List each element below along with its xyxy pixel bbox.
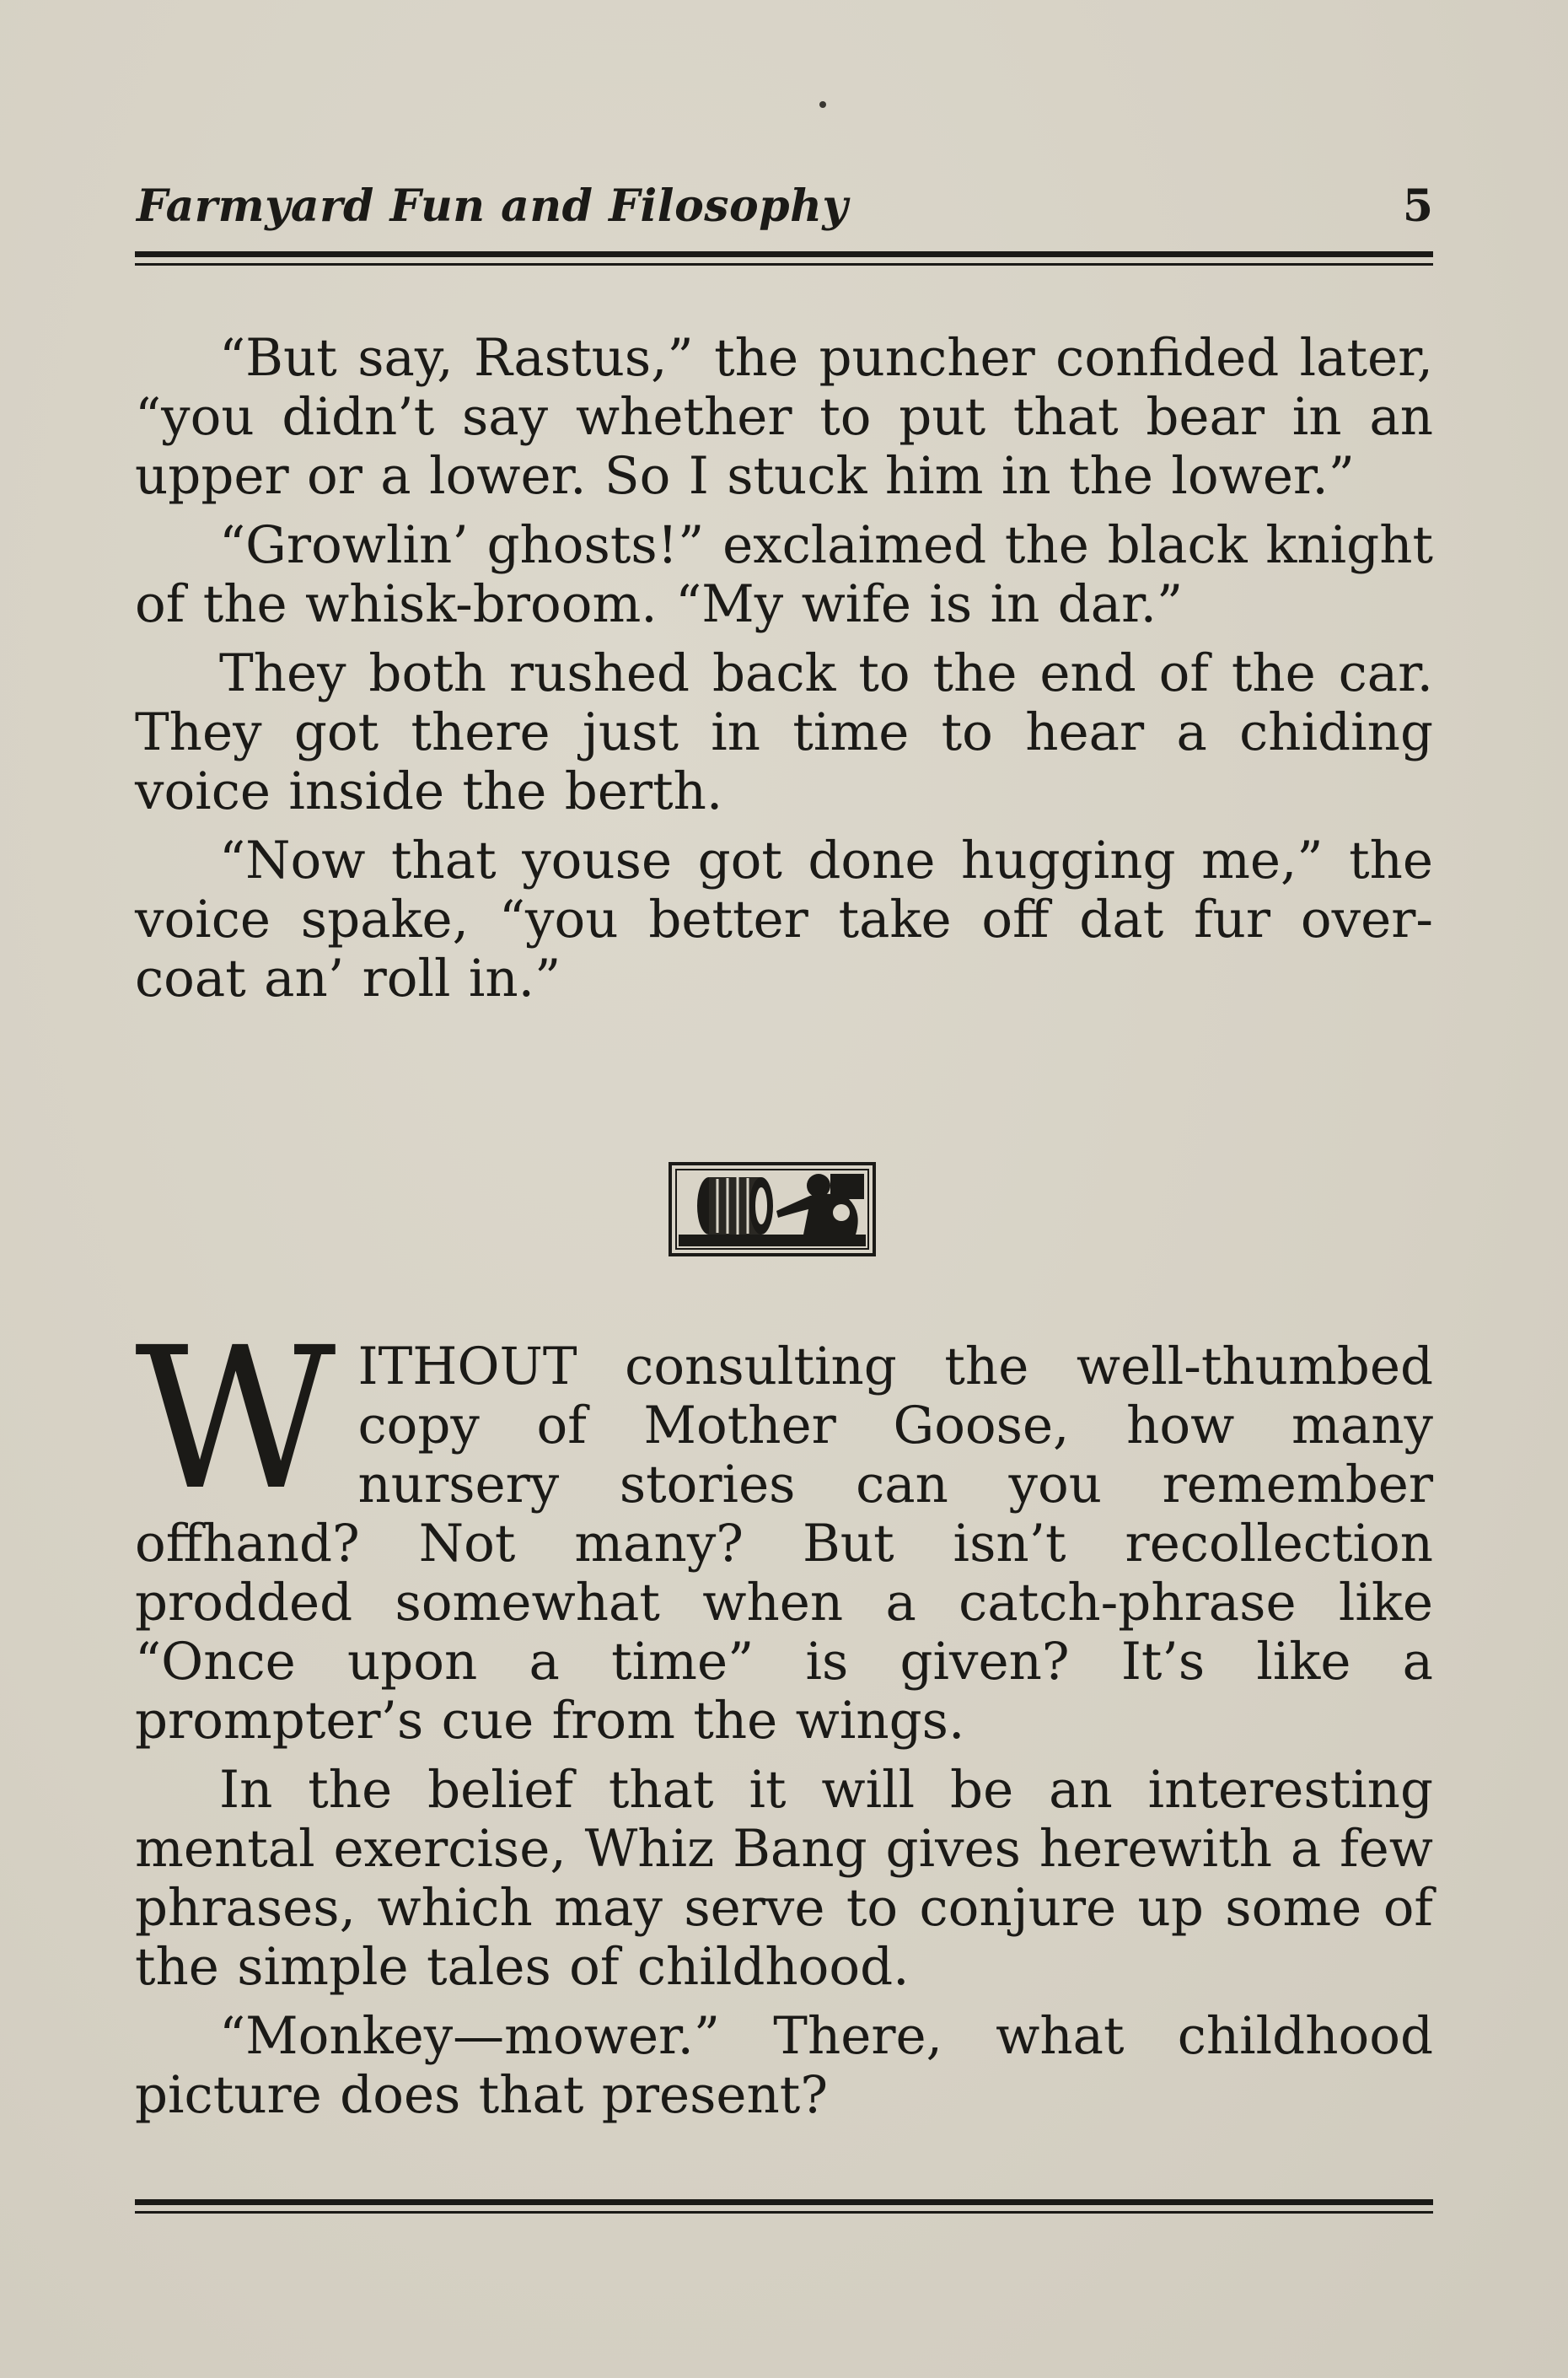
opening-paragraph: [135, 1305, 1433, 1751]
running-title: Farmyard Fun and Filosophy: [137, 180, 849, 232]
page-number: 5: [1402, 180, 1433, 232]
rule-thick-line: [135, 251, 1433, 257]
barrel-and-figure-vignette-icon: [669, 1162, 876, 1256]
paragraph: “But say, Rastus,” the puncher confided later, “you didn’t say whether to put that bear in an upper or a lower. So I stuck him in the lower.”: [135, 328, 1433, 506]
footer-double-rule: [135, 2199, 1433, 2218]
rule-thin-line: [135, 2211, 1433, 2214]
rule-thin-line: [135, 263, 1433, 266]
story-ending: [135, 329, 1433, 1019]
paragraph: In the belief that it will be an interesting mental exercise, Whiz Bang gives herewith a few phrases, which may serve to conjure up some of the simple tales of childhood.: [135, 1760, 1433, 1997]
book-page: [135, 0, 1433, 2378]
paragraph: They both rushed back to the end of the car. They got there just in time to hear a chiding voice inside the berth.: [135, 643, 1433, 821]
ink-speck: [819, 101, 826, 108]
rule-thick-line: [135, 2199, 1433, 2205]
paragraph: “Monkey—mower.” There, what childhood picture does that present?: [135, 2006, 1433, 2125]
drop-cap: W: [135, 1305, 336, 1533]
header-double-rule: [135, 251, 1433, 270]
opening-paragraph-text: ITHOUT consulting the well-thumbed copy of Mother Goose, how many nursery stories can you remember offhand? Not many? But isn’t recollection prodded somewhat when a catch-phrase like “Once upon a time” is given? It’s like a prompter’s cue from the wings.: [135, 1337, 1433, 1751]
running-header: [135, 177, 1433, 236]
paragraph: “Growlin’ ghosts!” exclaimed the black knight of the whisk-broom. “My wife is in dar.”: [135, 515, 1433, 634]
paragraph: “Now that youse got done hugging me,” the voice spake, “you better take off dat fur over-coat an’ roll in.”: [135, 831, 1433, 1009]
nursery-article: [135, 1305, 1433, 2135]
